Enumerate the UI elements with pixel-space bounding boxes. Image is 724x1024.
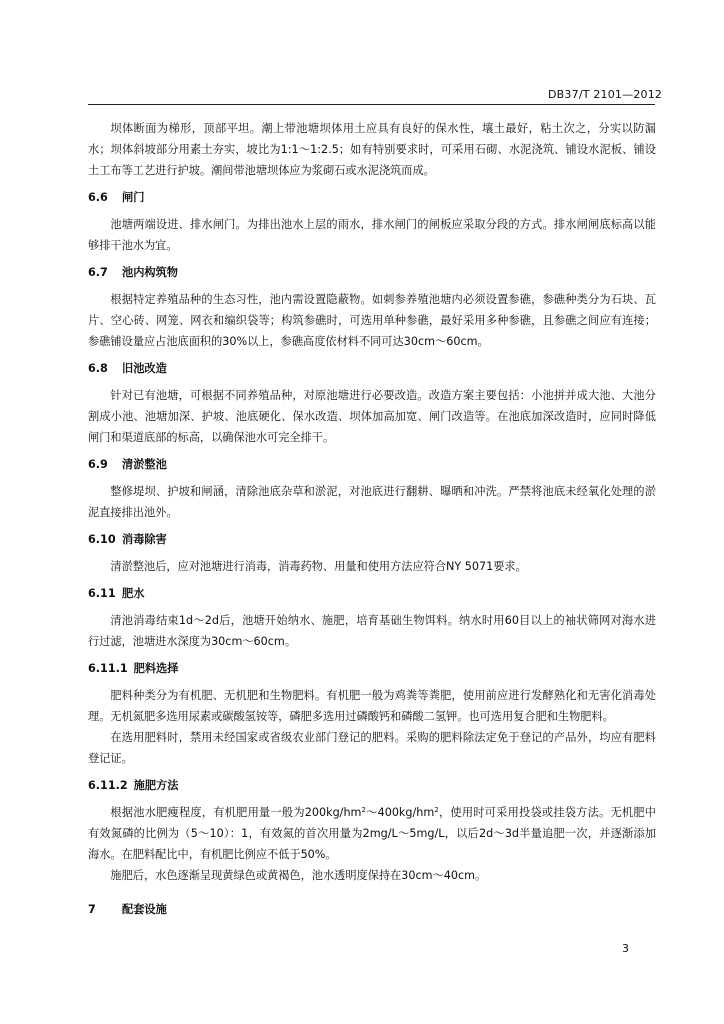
section-title: 清淤整池 bbox=[122, 458, 167, 471]
body-paragraph: 肥料种类分为有机肥、无机肥和生物肥料。有机肥一般为鸡粪等粪肥，使用前应进行发酵熟化和无害化消毒处理。无机氮肥多选用尿素或碳酸氢铵等，磷肥多选用过磷酸钙和磷酸二氢钾。也可选用复合肥和生物肥料。 bbox=[88, 689, 656, 723]
superscript: 2 bbox=[434, 806, 439, 814]
body-paragraph: 整修堤坝、护坡和闸涵，清除池底杂草和淤泥，对池底进行翻耕、曝晒和冲洗。严禁将池底未经氧化处理的淤泥直接排出池外。 bbox=[88, 485, 656, 519]
section-title: 闸门 bbox=[122, 191, 145, 204]
body-paragraph: 坝体断面为梯形，顶部平坦。潮上带池塘坝体用土应具有良好的保水性，壤土最好，粘土次之，分实以防漏水；坝体斜坡部分用素土夯实，坡比为1:1～1:2.5；如有特别要求时，可采用石砌、水泥浇筑、铺设水泥板、铺设土工布等工艺进行护坡。潮间带池塘坝体应为浆砌石或水泥浇筑而成。 bbox=[88, 122, 656, 177]
section-number: 6.10 bbox=[88, 533, 116, 546]
section-number: 6.11.1 bbox=[88, 662, 128, 675]
section-heading bbox=[88, 188, 656, 208]
section-heading bbox=[88, 455, 656, 475]
document-body bbox=[88, 118, 656, 926]
section-title: 施肥方法 bbox=[133, 779, 179, 792]
paragraph-fragment: ，使用时可采用投袋或挂袋方法。无机肥中有效氮磷的比例为（5～10）：1，有效氮的首次用量为2mg/L～5mg/L，以后2d～3d半量追肥一次，并逐渐添加海水。在肥料配比中，有机肥比例应不低于50%。 bbox=[88, 806, 656, 861]
section-number: 6.8 bbox=[88, 362, 108, 375]
section-number: 7 bbox=[88, 903, 96, 916]
standard-code: DB37/T 2101—2012 bbox=[548, 88, 663, 101]
section-heading bbox=[88, 659, 656, 679]
superscript: 2 bbox=[361, 806, 366, 814]
body-paragraph: 池塘两端设进、排水闸门。为排出池水上层的雨水，排水闸门的闸板应采取分段的方式。排水闸闸底标高以能够排干池水为宜。 bbox=[88, 218, 656, 252]
body-paragraph: 清池消毒结束1d～2d后，池塘开始纳水、施肥，培育基础生物饵料。纳水时用60目以上的袖状筛网对海水进行过滤，池塘进水深度为30cm～60cm。 bbox=[88, 614, 656, 648]
section-heading bbox=[88, 263, 656, 283]
paragraph-fragment: ～400kg/hm bbox=[365, 806, 435, 819]
body-paragraph: 在选用肥料时，禁用未经国家或省级农业部门登记的肥料。采购的肥料除法定免于登记的产品外，均应有肥料登记证。 bbox=[88, 731, 656, 765]
section-title: 肥料选择 bbox=[133, 662, 179, 675]
section-title: 肥水 bbox=[122, 587, 145, 600]
section-number: 6.11 bbox=[88, 587, 116, 600]
section-number: 6.6 bbox=[88, 191, 108, 204]
paragraph-fragment: 根据池水肥瘦程度，有机肥用量一般为200kg/hm bbox=[110, 806, 362, 819]
body-paragraph: 根据特定养殖品种的生态习性，池内需设置隐蔽物。如刺参养殖池塘内必须设置参礁，参礁种类分为石块、瓦片、空心砖、网笼、网衣和编织袋等；构筑参礁时，可选用单种参礁，最好采用多种参礁，且参礁之间应有连接；参礁铺设量应占池底面积的30%以上，参礁高度依材料不同可达30cm～60cm。 bbox=[88, 293, 656, 348]
section-number: 6.11.2 bbox=[88, 779, 128, 792]
section-title: 旧池改造 bbox=[122, 362, 167, 375]
body-paragraph bbox=[88, 802, 656, 865]
section-heading bbox=[88, 530, 656, 550]
header-rule bbox=[88, 104, 655, 105]
section-heading bbox=[88, 776, 656, 796]
body-paragraph: 施肥后，水色逐渐呈现黄绿色或黄褐色，池水透明度保持在30cm～40cm。 bbox=[110, 869, 487, 882]
section-title: 池内构筑物 bbox=[122, 266, 178, 279]
body-paragraph: 针对已有池塘，可根据不同养殖品种，对原池塘进行必要改造。改造方案主要包括：小池拼并成大池、大池分割成小池、池塘加深、护坡、池底硬化、保水改造、坝体加高加宽、闸门改造等。在池底加深改造时，应同时降低闸门和渠道底部的标高，以确保池水可完全排干。 bbox=[88, 389, 656, 444]
body-paragraph: 清淤整池后，应对池塘进行消毒，消毒药物、用量和使用方法应符合NY 5071要求。 bbox=[110, 560, 527, 573]
section-title: 配套设施 bbox=[122, 903, 167, 916]
page-number: 3 bbox=[622, 942, 629, 955]
section-number: 6.9 bbox=[88, 458, 108, 471]
section-number: 6.7 bbox=[88, 266, 108, 279]
section-title: 消毒除害 bbox=[122, 533, 167, 546]
section-heading bbox=[88, 584, 656, 604]
section-heading bbox=[88, 359, 656, 379]
section-heading bbox=[88, 900, 656, 920]
